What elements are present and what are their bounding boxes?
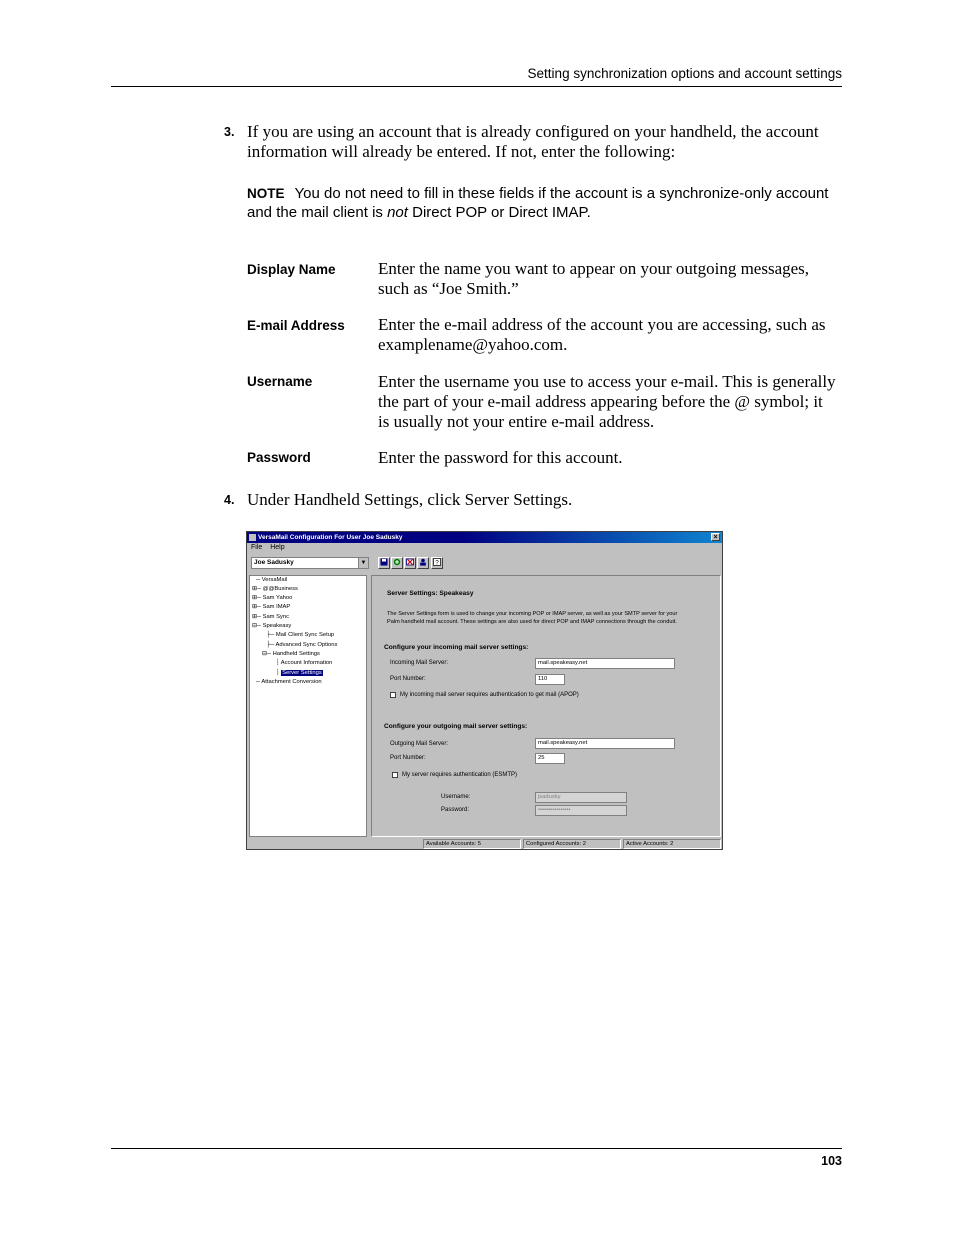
field-description: Enter the password for this account. <box>378 448 623 467</box>
note-emphasis: not <box>387 204 408 221</box>
incoming-port-field[interactable]: 110 <box>535 674 565 685</box>
tree-item[interactable]: ├─ Mail Client Sync Setup <box>266 632 335 638</box>
note-label: NOTE <box>247 186 285 201</box>
footer-rule <box>111 1148 842 1149</box>
tree-item-selected[interactable]: ┆ Server Settings <box>276 670 322 676</box>
outgoing-port-label: Port Number: <box>390 755 426 761</box>
tree-item[interactable]: ─ Attachment Conversion <box>256 679 322 685</box>
tree-item[interactable]: ⊞─ Sam Sync <box>252 614 289 620</box>
close-button[interactable]: × <box>711 533 720 541</box>
field-term: E-mail Address <box>247 318 345 333</box>
tree-item[interactable]: ⊞─ Sam IMAP <box>252 604 291 610</box>
field-description: Enter the username you use to access your e-mail. This is generally the part of your e-mail address appearing before the @ symbol; it is usually not your entire e-mail address. <box>378 372 836 431</box>
outgoing-server-field[interactable]: mail.speakeasy.net <box>535 738 675 749</box>
save-icon[interactable] <box>378 557 390 569</box>
user-select-value: Joe Sadusky <box>254 559 294 566</box>
svg-text:?: ? <box>435 560 439 566</box>
field-description: Enter the e-mail address of the account you are accessing, such as examplename@yahoo.com. <box>378 315 826 354</box>
window-title: VersaMail Configuration For User Joe Sadusky <box>258 534 403 541</box>
available-accounts-status: Available Accounts: 5 <box>423 839 521 849</box>
status-bar <box>247 839 722 849</box>
incoming-port-label: Port Number: <box>390 676 426 682</box>
apop-label: My incoming mail server requires authentication to get mail (APOP) <box>400 692 579 698</box>
password-label: Password: <box>441 807 470 813</box>
note-text: You do not need to fill in these fields if the account is a synchronize-only account and the mail client is <box>247 185 829 221</box>
note-text-end: Direct POP or Direct IMAP. <box>407 204 591 221</box>
tree-item[interactable]: ⊟─ Handheld Settings <box>262 651 320 657</box>
configured-accounts-status: Configured Accounts: 2 <box>523 839 621 849</box>
user-select[interactable] <box>251 557 369 569</box>
panel-description: The Server Settings form is used to change your incoming POP or IMAP server, as well as your SMTP server for your Palm handheld mail account. These settings are also used for direct POP and IMAP connections through the conduit. <box>387 611 678 625</box>
delete-account-icon[interactable] <box>404 557 416 569</box>
help-icon[interactable] <box>431 557 443 569</box>
active-accounts-status: Active Accounts: 2 <box>623 839 721 849</box>
esmtp-label: My server requires authentication (ESMTP) <box>402 772 518 778</box>
menu-bar <box>251 544 291 551</box>
password-field[interactable]: •••••••••••••••• <box>535 805 627 816</box>
username-label: Username: <box>441 794 471 800</box>
field-term: Password <box>247 450 311 465</box>
tree-item[interactable]: ⊞─ Sam Yahoo <box>252 595 293 601</box>
menu-help[interactable]: Help <box>270 544 285 551</box>
account-tree <box>249 575 367 837</box>
panel-heading: Server Settings: Speakeasy <box>387 590 474 597</box>
incoming-heading: Configure your incoming mail server settings: <box>384 644 529 651</box>
esmtp-checkbox[interactable] <box>392 772 398 778</box>
step-number: 4. <box>224 493 235 507</box>
apop-checkbox[interactable] <box>390 692 396 698</box>
note-paragraph <box>247 184 837 222</box>
outgoing-port-field[interactable]: 25 <box>535 753 565 764</box>
tree-item[interactable]: ─ VersaMail <box>256 577 288 583</box>
step-text: Under Handheld Settings, click Server Settings. <box>247 490 573 509</box>
tree-item[interactable]: ⊟─ Speakeasy <box>252 623 292 629</box>
username-field[interactable]: jsadusky <box>535 792 627 803</box>
window-titlebar <box>247 532 722 543</box>
field-description: Enter the name you want to appear on your outgoing messages, such as “Joe Smith.” <box>378 259 810 298</box>
menu-file[interactable]: File <box>251 544 263 551</box>
running-header: Setting synchronization options and account settings <box>527 66 842 81</box>
outgoing-server-label: Outgoing Mail Server: <box>390 741 449 747</box>
add-account-icon[interactable] <box>391 557 403 569</box>
tree-item[interactable]: ⊞─ @@Business <box>252 586 298 592</box>
header-rule <box>111 86 842 87</box>
outgoing-heading: Configure your outgoing mail server settings: <box>384 723 528 730</box>
page-number: 103 <box>821 1154 842 1168</box>
chevron-down-icon[interactable]: ▼ <box>358 558 368 568</box>
app-icon <box>249 534 256 541</box>
step-number: 3. <box>224 125 235 139</box>
field-term: Display Name <box>247 262 336 277</box>
incoming-server-label: Incoming Mail Server: <box>390 660 449 666</box>
step-text: If you are using an account that is already configured on your handheld, the account information will already be entered. If not, enter the following: <box>247 122 819 161</box>
incoming-server-field[interactable]: mail.speakeasy.net <box>535 658 675 669</box>
versamail-config-window <box>246 531 723 850</box>
tree-item[interactable]: ├─ Advanced Sync Options <box>266 642 338 648</box>
tree-item[interactable]: ┆ Account Information <box>276 660 333 666</box>
user-icon[interactable] <box>417 557 429 569</box>
field-term: Username <box>247 374 313 389</box>
server-settings-panel <box>371 575 721 837</box>
